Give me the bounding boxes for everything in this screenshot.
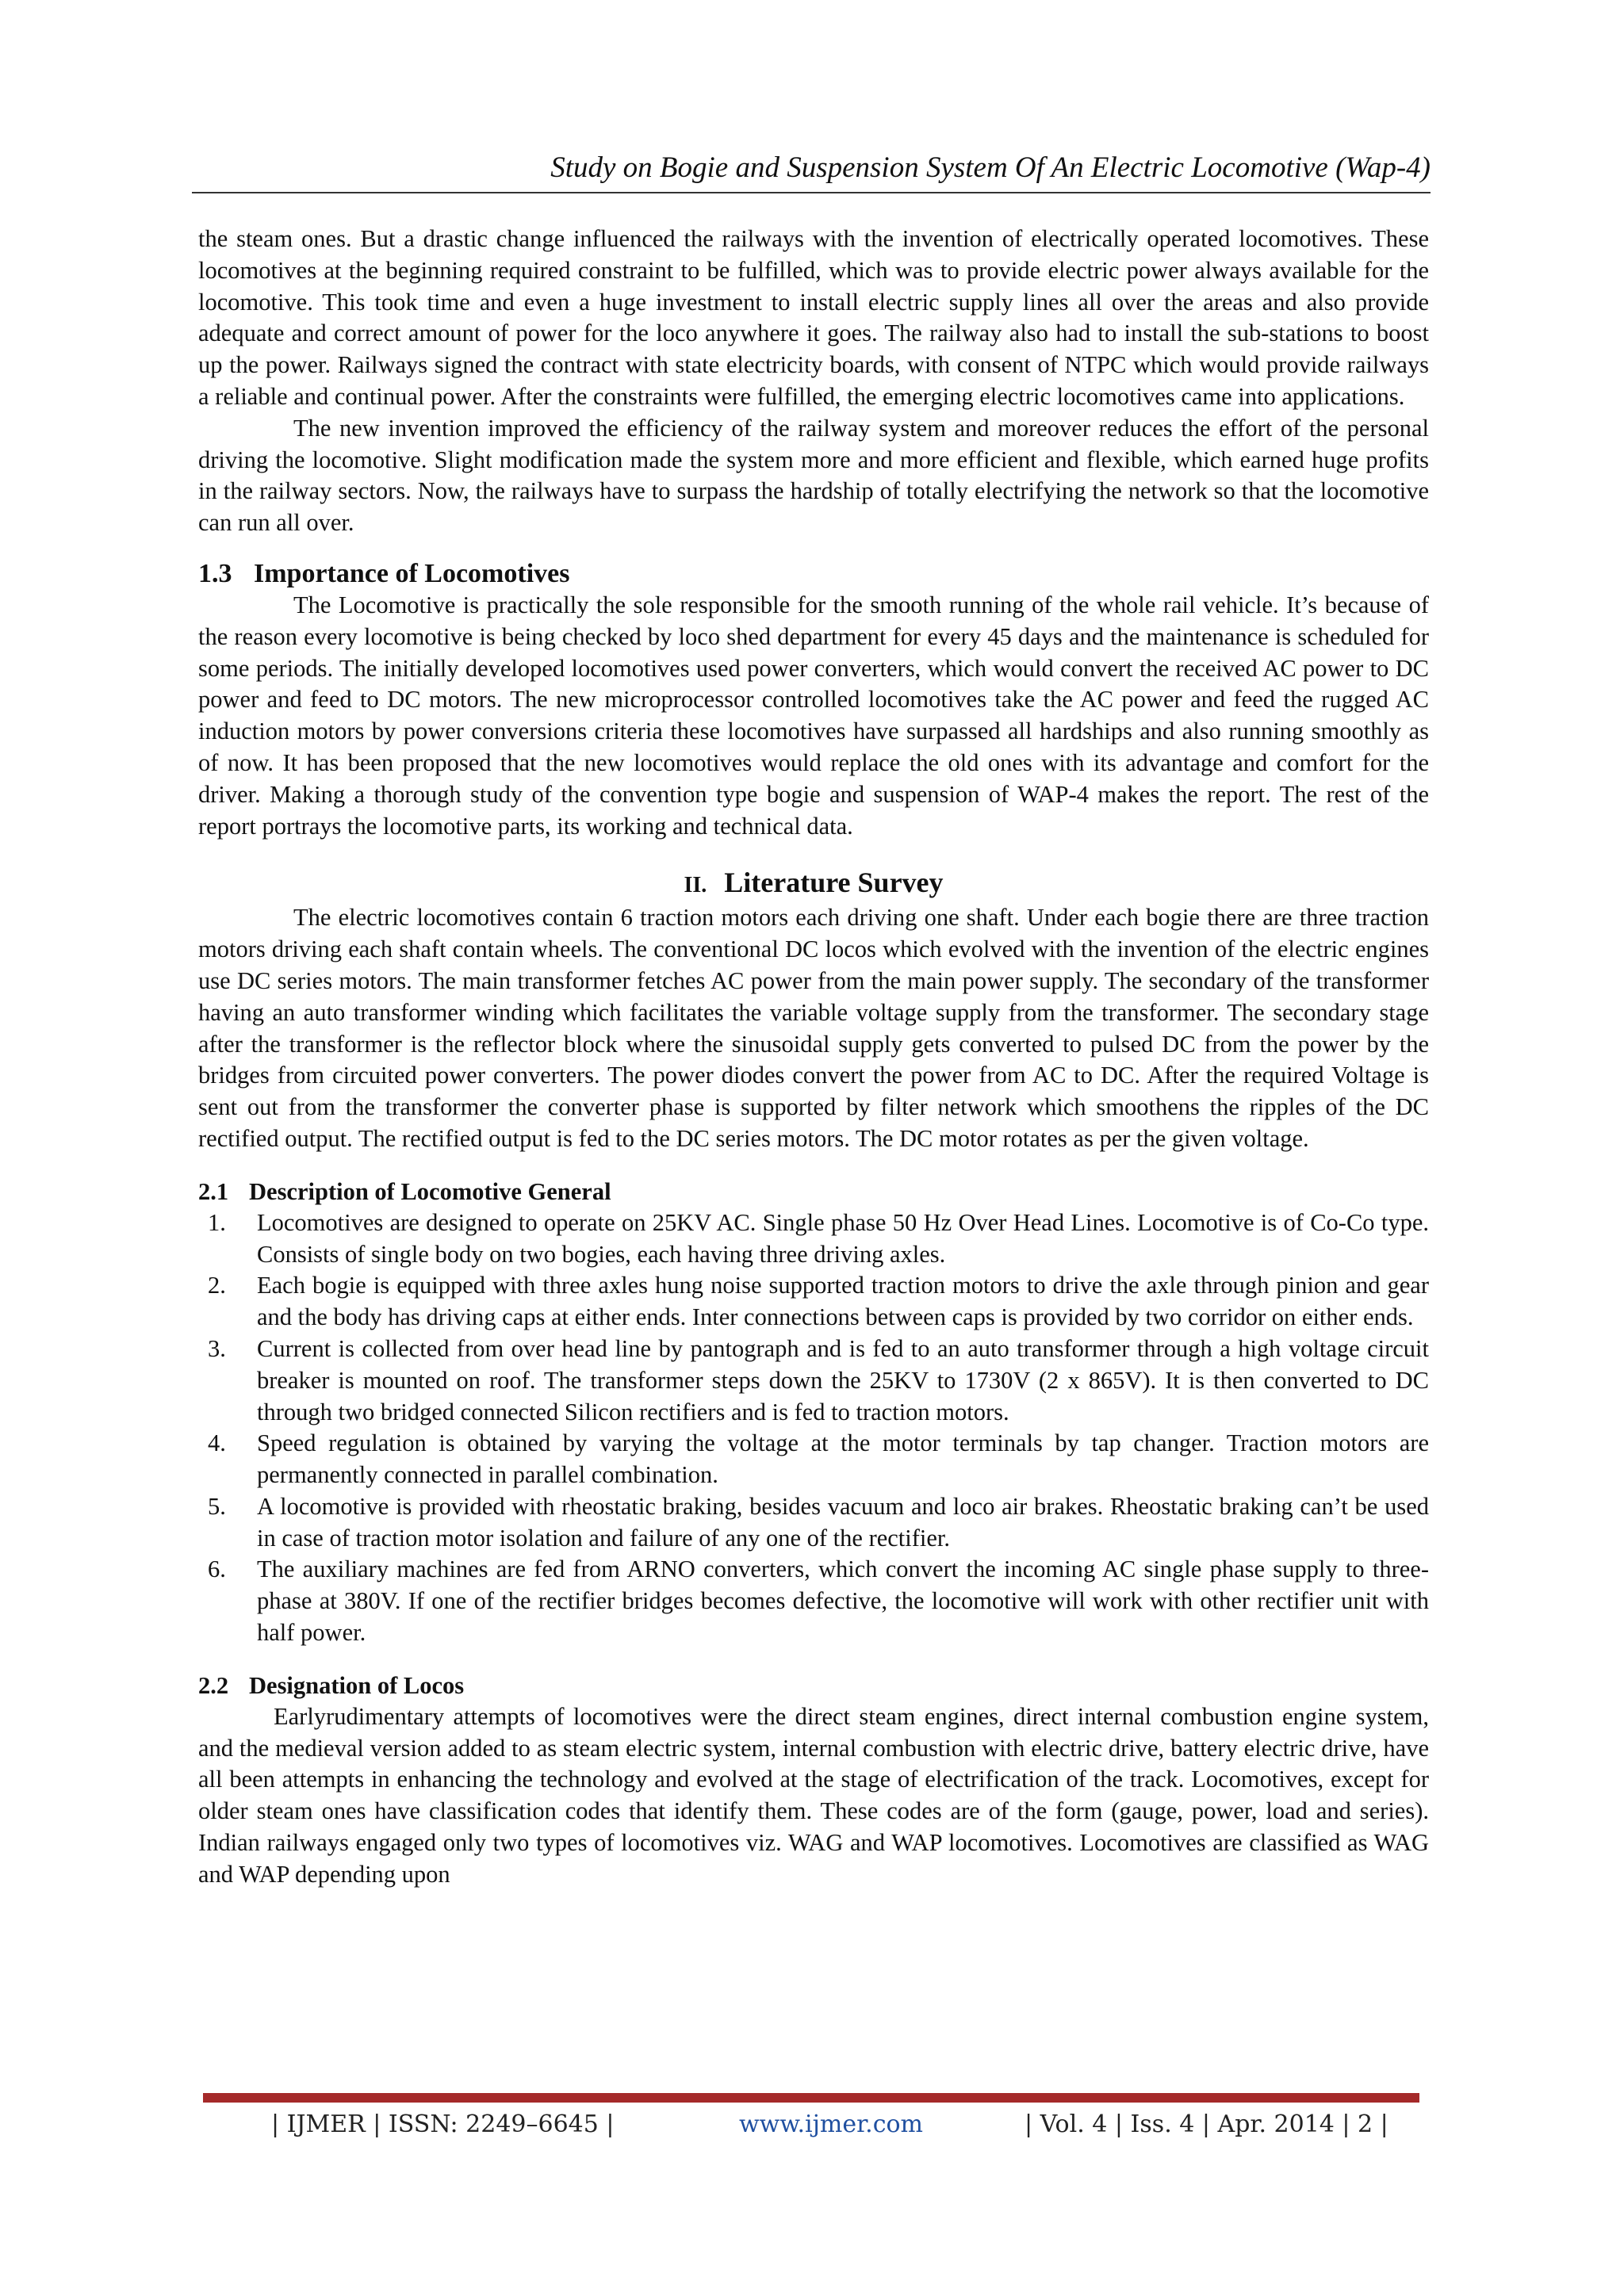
page-body <box>198 224 1429 1891</box>
section-title: Importance of Locomotives <box>254 558 570 588</box>
section-heading-2-1 <box>198 1176 1429 1207</box>
locomotive-description-list <box>198 1207 1429 1649</box>
list-item-text: Current is collected from over head line by pantograph and is fed to an auto transformer through a high voltage circuit breaker is mounted on roof. The transformer steps down the 25KV to 1730V (2 x 865V). It is then converted to DC through two bridged connected Silicon rectifiers and is fed to traction motors. <box>257 1334 1429 1425</box>
section-number: 1.3 <box>198 558 232 588</box>
intro-paragraph-1: the steam ones. But a drastic change influenced the railways with the invention of electrically operated locomotives. These locomotives at the beginning required constraint to be fulfilled, which was to provide electric power always available for the locomotive. This took time and even a huge investment to install electric supply lines all over the areas and also provide adequate and correct amount of power for the loco anywhere it goes. The railway also had to install the sub-stations to boost up the power. Railways signed the contract with state electricity boards, with consent of NTPC which would provide railways a reliable and continual power. After the constraints were fulfilled, the emerging electric locomotives came into applications. <box>198 225 1429 410</box>
chapter-heading-literature-survey <box>198 866 1429 902</box>
list-item-text: Speed regulation is obtained by varying the voltage at the motor terminals by tap changer. Traction motors are permanently connected in parallel combination. <box>257 1429 1429 1489</box>
section-title: Designation of Locos <box>249 1671 465 1699</box>
list-item <box>198 1491 1429 1555</box>
list-item-text: Each bogie is equipped with three axles hung noise supported traction motors to drive the axle through pinion and gear and the body has driving caps at either ends. Inter connections between caps is provided by two corridor on either ends. <box>257 1272 1429 1331</box>
list-item <box>198 1554 1429 1648</box>
list-marker: 1. <box>208 1208 226 1236</box>
section-2-2-paragraph: Earlyrudimentary attempts of locomotives were the direct steam engines, direct internal combustion engine system, and the medieval version added to as steam electric system, internal combustion with electric drive, battery electric drive, have all been attempts in enhancing the technology and evolved at the stage of electrification of the track. Locomotives, except for older steam ones have classification codes that identify them. These codes are of the form (gauge, power, load and series). Indian railways engaged only two types of locomotives viz. WAG and WAP locomotives. Locomotives are classified as WAG and WAP depending upon <box>198 1702 1429 1888</box>
list-item <box>198 1270 1429 1334</box>
list-item-text: Locomotives are designed to operate on 25KV AC. Single phase 50 Hz Over Head Lines. Locomotive is of Co-Co type. Consists of single body on two bogies, each having three driving axles. <box>257 1208 1429 1268</box>
literature-survey-paragraph: The electric locomotives contain 6 traction motors each driving one shaft. Under each bogie there are three traction motors driving each shaft contain wheels. The conventional DC locos which evolved with the invention of the electric engines use DC series motors. The main transformer fetches AC power from the main power supply. The secondary of the transformer having an auto transformer winding which facilitates the variable voltage supply from the transformer. The secondary stage after the transformer is the reflector block where the sinusoidal supply gets converted to pulsed DC from the power by the bridges from circuited power converters. The power diodes convert the power from AC to DC. After the required Voltage is sent out from the transformer the converter phase is supported by filter network which smoothens the ripples of the DC rectified output. The rectified output is fed to the DC series motors. The DC motor rotates as per the given voltage. <box>198 904 1429 1152</box>
chapter-title: Literature Survey <box>724 867 944 899</box>
section-number: 2.2 <box>198 1671 229 1699</box>
list-item <box>198 1207 1429 1271</box>
footer-rule <box>203 2093 1419 2103</box>
list-item <box>198 1334 1429 1428</box>
list-item-text: A locomotive is provided with rheostatic braking, besides vacuum and loco air brakes. Rheostatic braking can’t be used in case of traction motor isolation and failure of any one of the rectifier. <box>257 1492 1429 1552</box>
list-marker: 3. <box>208 1334 226 1362</box>
list-marker: 6. <box>208 1556 226 1583</box>
page-footer <box>203 2107 1419 2142</box>
list-marker: 5. <box>208 1492 226 1520</box>
section-heading-1-3 <box>198 558 1429 590</box>
section-1-3-paragraph: The Locomotive is practically the sole responsible for the smooth running of the whole rail vehicle. It’s because of the reason every locomotive is being checked by loco shed department for every 45 days and the maintenance is scheduled for some periods. The initially developed locomotives used power converters, which would convert the received AC power to DC power and feed to DC motors. The new microprocessor controlled locomotives take the AC power and feed the rugged AC induction motors by power conversions criteria these locomotives have surpassed all hardships and also running smoothly as of now. It has been proposed that the new locomotives would replace the old ones with its advantage and comfort for the driver. Making a thorough study of the convention type bogie and suspension of WAP-4 makes the report. The rest of the report portrays the locomotive parts, its working and technical data. <box>198 591 1429 840</box>
list-item-text: The auxiliary machines are fed from ARNO converters, which convert the incoming AC single phase supply to three-phase at 380V. If one of the rectifier bridges becomes defective, the locomotive will work with other rectifier unit with half power. <box>257 1556 1429 1647</box>
chapter-number: II. <box>684 873 707 898</box>
section-title: Description of Locomotive General <box>249 1177 611 1205</box>
section-heading-2-2 <box>198 1670 1429 1701</box>
list-marker: 4. <box>208 1429 226 1457</box>
footer-issue: | Vol. 4 | Iss. 4 | Apr. 2014 | 2 | <box>1025 2110 1388 2138</box>
list-item <box>198 1428 1429 1491</box>
running-header <box>192 151 1431 193</box>
footer-website-link[interactable]: www.ijmer.com <box>739 2110 924 2138</box>
intro-paragraph-2: The new invention improved the efficiency of the railway system and moreover reduces the effort of the personal driving the locomotive. Slight modification made the system more and more efficient and flexible, which earned huge profits in the railway sectors. Now, the railways have to surpass the hardship of totally electrifying the network so that the locomotive can run all over. <box>198 414 1429 537</box>
list-marker: 2. <box>208 1272 226 1299</box>
footer-journal: | IJMER | ISSN: 2249–6645 | <box>271 2110 615 2138</box>
section-number: 2.1 <box>198 1177 229 1205</box>
running-title: Study on Bogie and Suspension System Of An Electric Locomotive (Wap-4) <box>550 151 1431 184</box>
